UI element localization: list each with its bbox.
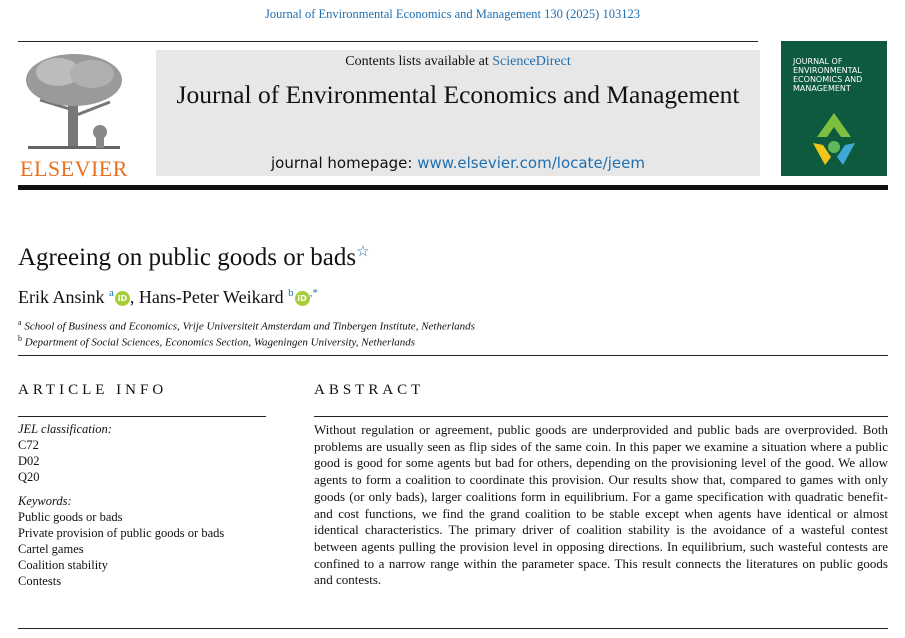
article-info-heading: ARTICLE INFO — [18, 382, 168, 398]
keywords-label: Keywords: — [18, 494, 72, 508]
affiliation — [18, 334, 415, 349]
orcid-icon[interactable]: iD — [115, 291, 130, 306]
keyword: Cartel games — [18, 542, 84, 556]
article-title-text: Agreeing on public goods or bads — [18, 244, 357, 271]
abstract-rule — [314, 416, 888, 417]
jel-code: C72 — [18, 438, 39, 452]
title-footnote-star-icon[interactable]: ☆ — [356, 244, 370, 260]
header-top-rule — [18, 41, 758, 42]
journal-title[interactable]: Journal of Environmental Economics and Management — [176, 80, 740, 109]
recycle-arrows-icon — [801, 107, 867, 169]
keyword: Coalition stability — [18, 558, 108, 572]
author-list: Erik Ansink $^a$ iD , Hans-Peter Weikard $^b$ iD ,* — [18, 287, 318, 307]
affiliation-sup: a — [18, 318, 22, 327]
abstract-text: Without regulation or agreement, public goods are underprovided and public bads are overprovided. Both problems are usually seen as flip sides of the same coin. In this paper we examine a situation where a public good is good for some agents but bad for others, depending on the provisioning level of the good. We allow agents to form a coalition to coordinate this provision. Our results show that, compared to games with only goods (or only bads), larger coalitions form in equilibrium. For a game specification with quadratic benefit- and cost functions, we find the grand coalition to be stable except when agents have identical or almost identical characteristics. The primary driver of coalition stability is the avoidance of a wasteful contest between agents pulling the provision level in opposing directions. In equilibrium, such wasteful contests are confined to a narrow range within the parameter space. This result connects the literatures on public goods and contests. — [314, 422, 888, 588]
contents-line — [156, 54, 760, 70]
article-title — [18, 244, 370, 272]
affiliation-text: Department of Social Sciences, Economics Section, Wageningen University, Netherlands — [24, 336, 416, 349]
affiliation-sup: b — [18, 334, 22, 343]
abstract-heading: ABSTRACT — [314, 382, 425, 398]
homepage-line — [156, 154, 760, 172]
article-info-rule — [18, 416, 266, 417]
journal-citation[interactable]: Journal of Environmental Economics and Management 130 (2025) 103123 — [265, 7, 640, 21]
keyword: Contests — [18, 574, 62, 588]
journal-cover-image[interactable] — [781, 41, 887, 176]
cover-title: JOURNAL OF ENVIRONMENTAL ECONOMICS AND MANAGEMENT — [793, 57, 863, 93]
jel-code: D02 — [18, 454, 40, 468]
orcid-icon[interactable]: iD — [295, 291, 310, 306]
abstract-bottom-rule — [18, 628, 888, 629]
affiliation-text: School of Business and Economics, Vrije Universiteit Amsterdam and Tinbergen Institute, Netherlands — [24, 320, 475, 333]
keywords-block — [18, 493, 224, 589]
author-name[interactable]: Hans-Peter Weikard — [138, 287, 284, 307]
author-affiliation-sup[interactable]: b — [288, 287, 294, 299]
section-divider — [18, 355, 888, 356]
publisher-name: ELSEVIER — [20, 156, 128, 181]
jel-label: JEL classification: — [18, 422, 112, 436]
author-affiliation-sup[interactable]: a — [109, 287, 114, 299]
jel-code: Q20 — [18, 470, 40, 484]
contents-prefix: Contents lists available at — [345, 54, 493, 69]
affiliation — [18, 318, 475, 333]
jel-block — [18, 421, 112, 485]
header-bottom-bar — [18, 185, 888, 190]
journal-homepage-link[interactable]: www.elsevier.com/locate/jeem — [417, 154, 645, 172]
keyword: Private provision of public goods or bads — [18, 526, 225, 540]
sciencedirect-link[interactable]: ScienceDirect — [492, 54, 571, 69]
corresponding-author-mark[interactable]: ,* — [309, 287, 318, 299]
author-name[interactable]: Erik Ansink — [18, 287, 105, 307]
homepage-prefix: journal homepage: — [271, 154, 418, 172]
keyword: Public goods or bads — [18, 510, 123, 524]
